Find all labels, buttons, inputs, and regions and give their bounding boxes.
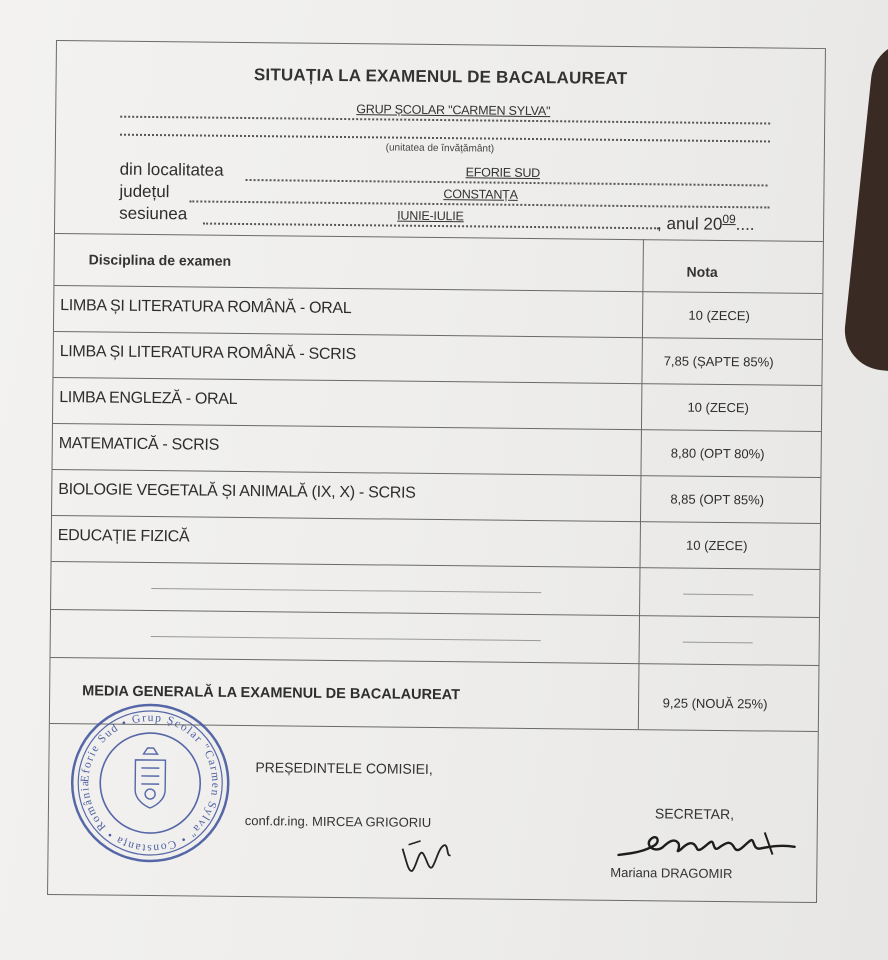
empty-grade-line — [683, 642, 753, 644]
header-grade: Nota — [686, 263, 718, 280]
secretary-title: SECRETAR, — [654, 805, 735, 823]
session-label: sesiunea — [119, 203, 188, 224]
empty-grade-line — [683, 594, 753, 596]
grade-row-2: 7,85 (ȘAPTE 85%) — [663, 353, 774, 370]
year-field — [657, 211, 755, 235]
grade-row-5: 8,85 (OPT 85%) — [670, 491, 765, 508]
subject-row-2: LIMBA ȘI LITERATURA ROMÂNĂ - SCRIS — [59, 343, 357, 364]
average-label: MEDIA GENERALĂ LA EXAMENUL DE BACALAUREAT — [82, 683, 461, 704]
document-title: SITUAȚIA LA EXAMENUL DE BACALAUREAT — [253, 65, 628, 88]
subject-row-3: LIMBA ENGLEZĂ - ORAL — [59, 389, 238, 408]
grade-row-4: 8,80 (OPT 80%) — [670, 445, 765, 462]
year-suffix: 09 — [722, 211, 736, 227]
president-name: conf.dr.ing. MIRCEA GRIGORIU — [244, 813, 432, 830]
official-stamp-seal — [68, 701, 232, 865]
county-dotted-line — [189, 200, 769, 208]
year-label: , anul 20 — [657, 213, 723, 234]
president-title: PREȘEDINTELE COMISIEI, — [255, 759, 433, 777]
county-value: CONSTANȚA — [443, 187, 518, 202]
grade-row-3: 10 (ZECE) — [687, 399, 749, 416]
subject-row-6: EDUCAȚIE FIZICĂ — [57, 527, 190, 546]
locality-label: din localitatea — [119, 159, 224, 180]
average-grade: 9,25 (NOUĂ 25%) — [662, 695, 768, 712]
session-value: IUNIE-IULIE — [397, 208, 464, 224]
county-label: județul — [119, 181, 170, 202]
president-signature — [398, 831, 479, 882]
subject-row-4: MATEMATICĂ - SCRIS — [58, 435, 220, 454]
empty-row-line — [151, 588, 541, 593]
school-caption: (unitatea de învățământ) — [385, 142, 495, 155]
secretary-name: Mariana DRAGOMIR — [610, 864, 733, 882]
locality-value: EFORIE SUD — [465, 165, 541, 181]
stamp-text: Eforie Sud • Grup Școlar "Carmen Sylva" • Constanța • România — [79, 711, 222, 855]
grade-row-1: 10 (ZECE) — [688, 307, 750, 324]
subject-row-1: LIMBA ȘI LITERATURA ROMÂNĂ - ORAL — [60, 297, 352, 318]
locality-dotted-line — [246, 179, 768, 186]
subject-row-5: BIOLOGIE VEGETALĂ ȘI ANIMALĂ (IX, X) - SCRIS — [58, 481, 416, 502]
empty-row-line — [151, 636, 541, 641]
exam-certificate — [47, 40, 826, 903]
school-name: GRUP ȘCOLAR "CARMEN SYLVA" — [356, 102, 551, 119]
grade-row-6: 10 (ZECE) — [685, 537, 748, 554]
session-dotted-line — [203, 223, 659, 230]
year-dots: .... — [735, 214, 755, 234]
secretary-signature — [614, 825, 804, 867]
header-subject: Disciplina de examen — [88, 251, 232, 269]
